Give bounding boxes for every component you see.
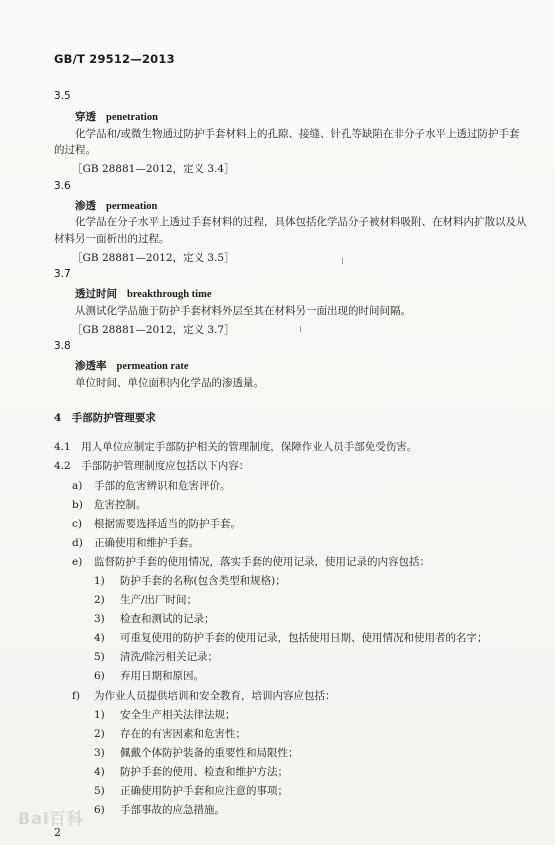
list-marker: e) xyxy=(72,556,83,568)
term-heading xyxy=(75,358,189,373)
list-marker: 3) xyxy=(94,613,105,625)
list-text: 根据需要选择适当的防护手套。 xyxy=(94,518,241,530)
list-text: 防护手套的使用、检查和维护方法； xyxy=(120,766,288,778)
list-text: 可重复使用的防护手套的使用记录，包括使用日期、使用情况和使用者的名字； xyxy=(120,632,488,644)
list-item xyxy=(72,478,231,493)
term-definition-line: 化学品和/或微生物通过防护手套材料上的孔隙、接缝、针孔等缺陷在非分子水平上透过防护手套 xyxy=(75,128,520,140)
term-heading xyxy=(75,198,157,213)
list-marker: 5) xyxy=(94,785,105,797)
list-marker: 1) xyxy=(94,709,105,721)
list-text: 检查和测试的记录； xyxy=(120,613,215,625)
list-marker: c) xyxy=(72,518,82,530)
list-marker: 1) xyxy=(94,575,105,587)
standard-number: GB/T 29512—2013 xyxy=(54,52,175,66)
list-item xyxy=(72,554,430,569)
sub-list-item xyxy=(94,707,236,722)
list-marker: d) xyxy=(72,537,83,549)
sub-list-item xyxy=(94,764,288,779)
watermark-logo: Bai百科 xyxy=(18,809,84,828)
term-chinese: 渗透率 xyxy=(75,360,107,372)
term-chinese: 穿透 xyxy=(75,111,96,123)
list-marker: 2) xyxy=(94,728,105,740)
list-marker: a) xyxy=(72,480,83,492)
list-text: 危害控制。 xyxy=(94,499,147,511)
list-item xyxy=(72,497,147,512)
list-item xyxy=(72,688,336,703)
list-text: 手部的危害辨识和危害评价。 xyxy=(94,480,231,492)
clause-4-1: 4.1 用人单位应制定手部防护相关的管理制度，保障作业人员手部免受伤害。 xyxy=(54,441,418,453)
page-number: 2 xyxy=(54,826,61,839)
list-text: 生产/出厂时间； xyxy=(120,594,198,606)
term-heading xyxy=(75,109,158,124)
sub-list-item xyxy=(94,611,215,626)
term-number: 3.7 xyxy=(54,268,71,280)
sub-list-item xyxy=(94,783,288,798)
term-english: breakthrough time xyxy=(127,289,212,300)
list-marker: 4) xyxy=(94,766,105,778)
sub-list-item xyxy=(94,668,204,683)
term-definition-line: 的过程。 xyxy=(54,144,96,156)
sub-list-item xyxy=(94,649,218,664)
term-english: permeation xyxy=(106,201,158,212)
list-text: 正确使用防护手套和应注意的事项； xyxy=(120,785,288,797)
term-number: 3.6 xyxy=(54,180,71,192)
sub-list-item xyxy=(94,745,299,760)
term-number: 3.8 xyxy=(54,340,71,352)
list-marker: 2) xyxy=(94,594,105,606)
list-marker: 4) xyxy=(94,632,105,644)
list-text: 监督防护手套的使用情况，落实手套的使用记录，使用记录的内容包括： xyxy=(94,556,430,568)
clause-4-2: 4.2 手部防护管理制度应包括以下内容： xyxy=(54,460,250,472)
term-chinese: 透过时间 xyxy=(75,288,117,300)
list-item xyxy=(72,516,241,531)
list-text: 防护手套的名称(包含类型和规格)； xyxy=(120,575,286,587)
list-text: 佩戴个体防护装备的重要性和局限性； xyxy=(120,747,299,759)
scan-mark xyxy=(300,326,301,332)
list-marker: 5) xyxy=(94,651,105,663)
list-text: 弃用日期和原因。 xyxy=(120,670,204,682)
term-english: permeation rate xyxy=(116,361,189,372)
term-definition-line: 单位时间、单位面积内化学品的渗透量。 xyxy=(75,377,264,389)
list-text: 手部事故的应急措施。 xyxy=(120,804,225,816)
list-text: 正确使用和维护手套。 xyxy=(94,537,199,549)
list-text: 为作业人员提供培训和安全教育，培训内容应包括： xyxy=(94,690,336,702)
list-text: 存在的有害因素和危害性； xyxy=(120,728,246,740)
term-chinese: 渗透 xyxy=(75,200,96,212)
term-reference: ［GB 28881—2012，定义 3.5］ xyxy=(72,252,235,264)
list-marker: 6) xyxy=(94,670,105,682)
term-number: 3.5 xyxy=(54,90,71,102)
term-reference: ［GB 28881—2012，定义 3.4］ xyxy=(72,163,235,175)
list-text: 安全生产相关法律法规； xyxy=(120,709,236,721)
term-english: penetration xyxy=(106,112,158,123)
scan-mark xyxy=(342,258,343,264)
sub-list-item xyxy=(94,592,197,607)
term-definition-line: 化学品在分子水平上透过手套材料的过程，具体包括化学品分子被材料吸附、在材料内扩散以及从 xyxy=(75,216,527,228)
sub-list-item xyxy=(94,573,286,588)
term-definition-line: 材料另一面析出的过程。 xyxy=(54,233,170,245)
list-marker: 6) xyxy=(94,804,105,816)
list-text: 清洗/除污相关记录； xyxy=(120,651,219,663)
sub-list-item xyxy=(94,726,246,741)
list-item xyxy=(72,535,199,550)
term-heading xyxy=(75,286,212,301)
sub-list-item xyxy=(94,630,488,645)
list-marker: b) xyxy=(72,499,83,511)
list-marker: f) xyxy=(72,690,80,702)
list-marker: 3) xyxy=(94,747,105,759)
sub-list-item xyxy=(94,802,225,817)
term-definition-line: 从测试化学品施于防护手套材料外层至其在材料另一面出现的时间间隔。 xyxy=(75,305,411,317)
term-reference: ［GB 28881—2012，定义 3.7］ xyxy=(72,324,235,336)
section-heading: 4 手部防护管理要求 xyxy=(54,412,156,424)
